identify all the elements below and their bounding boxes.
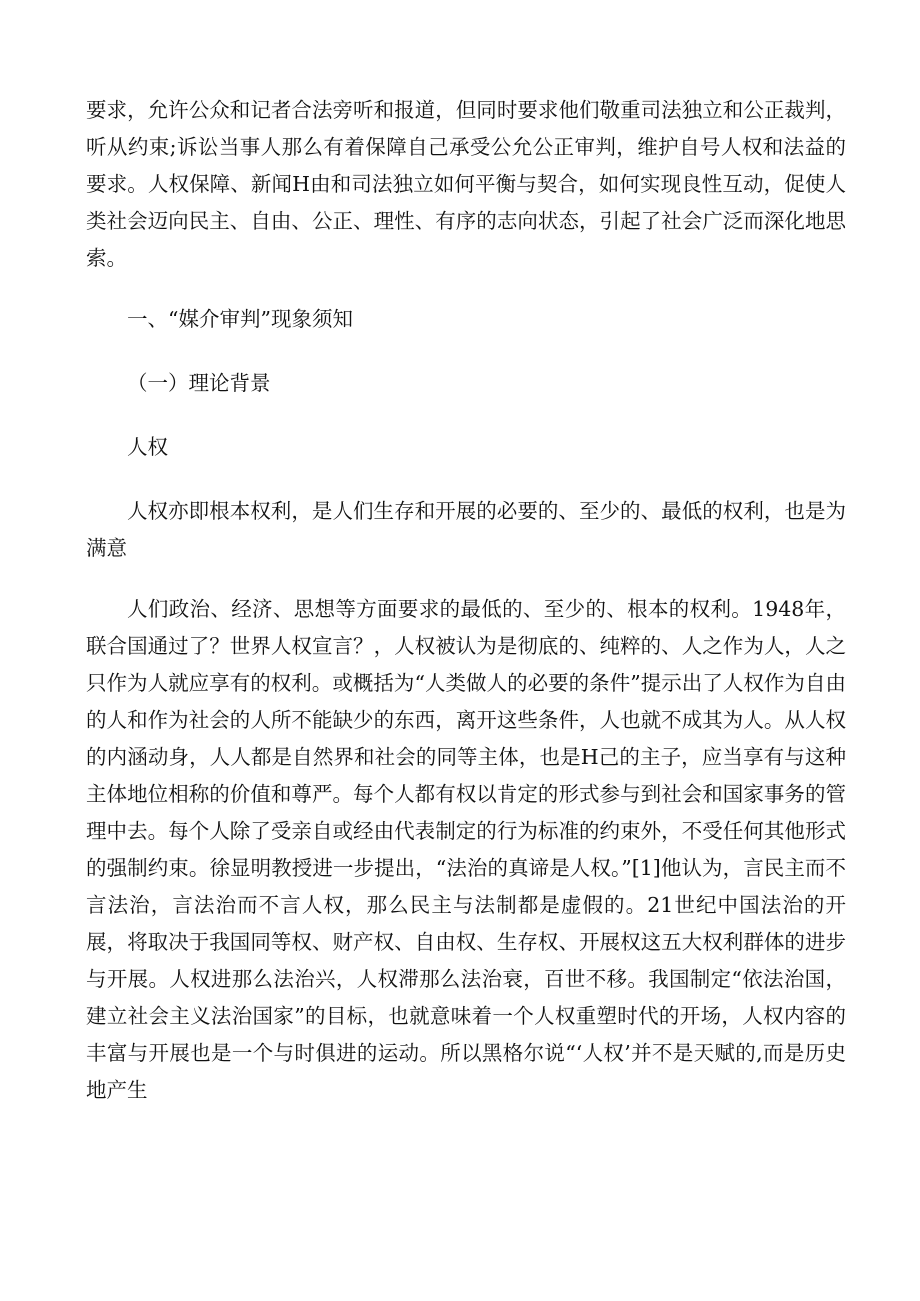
paragraph-human-rights-definition: 人权亦即根本权利，是人们生存和开展的必要的、至少的、最低的权利，也是为满意 [86, 499, 846, 560]
topic-heading-human-rights: 人权 [127, 435, 168, 459]
paragraph-human-rights-body: 人们政治、经济、思想等方面要求的最低的、至少的、根本的权利。1948年，联合国通过了？世界人权宣言？，人权被认为是彻底的、纯粹的、人之作为人，人之只作为人就应享有的权利。或概括为“人类做人的必要的条件”提示出了人权作为自由的人和作为社会的人所不能缺少的东西，离开这些条件，人也就不成其为人。从人权的内涵动身，人人都是自然界和社会的同等主体，也是H己的主子，应当享有与这种主体地位相称的价值和尊严。每个人都有权以肯定的形式参与到社会和国家事务的管理中去。每个人除了受亲自或经由代表制定的行为标准的约束外，不受任何其他形式的强制约束。徐显明教授进一步提出，“法治的真谛是人权。”[1]他认为，言民主而不言法治，言法治而不言人权，那么民主与法制都是虚假的。21世纪中国法治的开展，将取决于我国同等权、财产权、自由权、生存权、开展权这五大权利群体的进步与开展。人权进那么法治兴，人权滞那么法治衰，百世不移。我国制定“依法治国，建立社会主义法治国家”的目标，也就意味着一个人权重塑时代的开场，人权内容的丰富与开展也是一个与时俱进的运动。所以黑格尔说“‘人权’并不是天赋的,而是历史地产生 [86, 597, 846, 1102]
subsection-heading-1: （一）理论背景 [127, 371, 271, 395]
paragraph-intro: 要求，允许公众和记者合法旁听和报道，但同时要求他们敬重司法独立和公正裁判，听从约束;诉讼当事人那么有着保障自己承受公允公正审判，维护自号人权和法益的要求。人权保障、新闻H由和司法独立如何平衡与契合，如何实现良性互动，促使人类社会迈向民主、自由、公正、理性、有序的志向状态，引起了社会广泛而深化地思索。 [86, 98, 846, 270]
document-page [86, 92, 846, 1109]
section-heading-1: 一、“媒介审判”现象须知 [127, 307, 353, 331]
